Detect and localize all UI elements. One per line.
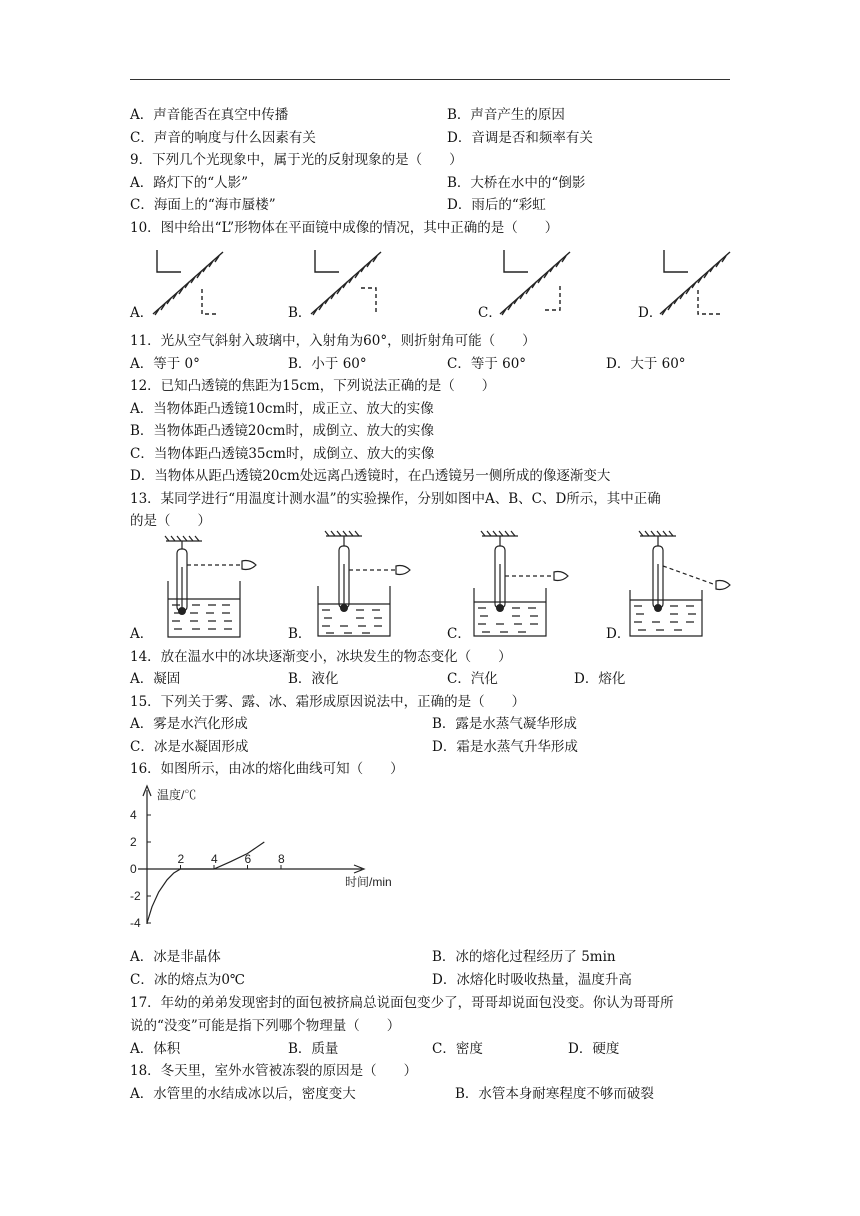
q10-figure-c [492,248,587,323]
q10-label-d: D． [638,305,663,321]
q15-option-b: B．露是水蒸气凝华形成 [432,716,577,732]
q11-option-b: B．小于 60° [288,356,367,372]
q15-option-d: D．霜是水蒸气升华形成 [432,739,578,755]
q15-option-c: C．冰是水凝固形成 [130,739,249,755]
q11-option-a: A．等于 0° [130,356,200,372]
q18-stem: 18．冬天里，室外水管被冻裂的原因是（ ） [130,1063,418,1079]
q13-stem-line2: 的是（ ） [130,513,211,529]
q12-option-a: A．当物体距凸透镜10cm时，成正立、放大的实像 [130,401,434,417]
q17-stem-line2: 说的“没变”可能是指下列哪个物理量（ ） [130,1018,401,1034]
q17-option-c: C．密度 [432,1041,483,1057]
x-tick-label: 4 [211,852,218,866]
q12-option-c: C．当物体距凸透镜35cm时，成倒立、放大的实像 [130,446,435,462]
q16-option-c: C．冰的熔点为0℃ [130,972,246,988]
q10-label-b: B． [288,305,312,321]
x-axis-label: 时间/min [345,875,392,889]
q9-option-d: D．雨后的“彩虹 [447,197,546,213]
q13-label-a: A． [130,626,154,642]
melting-curve-line [147,842,264,923]
q13-figure-b [312,530,422,640]
q16-option-b: B．冰的熔化过程经历了 5min [432,949,616,965]
q9-option-c: C．海面上的“海市蜃楼” [130,197,276,213]
q16-stem: 16．如图所示，由冰的熔化曲线可知（ ） [130,761,404,777]
q12-stem: 12．已知凸透镜的焦距为15cm，下列说法正确的是（ ） [130,378,496,394]
q18-option-b: B．水管本身耐寒程度不够而破裂 [455,1086,654,1102]
q9-option-a: A．路灯下的“人影” [130,175,249,191]
y-tick-label: 0 [130,862,137,876]
q13-figure-a [160,535,270,640]
q13-stem-line1: 13．某同学进行“用温度计测水温”的实验操作，分别如图中A、B、C、D所示，其中正确 [130,491,661,507]
q13-figure-d [628,530,743,640]
q13-label-d: D． [606,626,631,642]
q14-stem: 14．放在温水中的冰块逐渐变小，冰块发生的物态变化（ ） [130,649,512,665]
q12-option-d: D．当物体从距凸透镜20cm处远离凸透镜时，在凸透镜另一侧所成的像逐渐变大 [130,468,611,484]
q17-option-b: B．质量 [288,1041,339,1057]
q17-option-d: D．硬度 [568,1041,620,1057]
q10-label-a: A． [130,305,154,321]
q11-option-d: D．大于 60° [606,356,686,372]
q10-figure-a [145,248,240,323]
q10-stem: 10．图中给出“L”形物体在平面镜中成像的情况，其中正确的是（ ） [130,220,559,236]
q13-label-c: C． [447,626,471,642]
q17-stem-line1: 17．年幼的弟弟发现密封的面包被挤扁总说面包变少了，哥哥却说面包没变。你认为哥哥所 [130,995,674,1011]
q12-option-b: B．当物体距凸透镜20cm时，成倒立、放大的实像 [130,423,434,439]
q17-option-a: A．体积 [130,1041,181,1057]
q9-option-b: B．大桥在水中的“倒影 [447,175,586,191]
y-tick-label: 2 [130,835,137,849]
q8-option-a: A．声音能否在真空中传播 [130,107,289,123]
q14-option-b: B．液化 [288,671,339,687]
q10-label-c: C． [478,305,502,321]
y-tick-label: -4 [130,916,141,930]
q10-figure-d [652,248,747,323]
q9-stem: 9．下列几个光现象中，属于光的反射现象的是（ ） [130,152,463,168]
q10-figure-b [303,248,398,323]
q16-option-d: D．冰熔化时吸收热量，温度升高 [432,972,632,988]
q16-melting-chart [130,782,410,932]
q8-option-c: C．声音的响度与什么因素有关 [130,130,316,146]
y-tick-label: 4 [130,808,137,822]
y-axis-label: 温度/℃ [157,788,197,802]
q14-option-a: A．凝固 [130,671,181,687]
q15-stem: 15．下列关于雾、露、冰、霜形成原因说法中，正确的是（ ） [130,694,526,710]
q14-option-d: D．熔化 [574,671,626,687]
header-rule [130,79,730,80]
y-tick-label: -2 [130,889,141,903]
q11-option-c: C．等于 60° [447,356,527,372]
q8-option-b: B．声音产生的原因 [447,107,565,123]
x-tick-label: 2 [177,852,185,866]
q13-label-b: B． [288,626,312,642]
q13-figure-c [470,530,580,640]
q16-option-a: A．冰是非晶体 [130,949,221,965]
x-tick-label: 8 [278,852,285,866]
x-tick-label: 6 [244,852,252,866]
q15-option-a: A．雾是水汽化形成 [130,716,248,732]
q18-option-a: A．水管里的水结成冰以后，密度变大 [130,1086,356,1102]
q8-option-d: D．音调是否和频率有关 [447,130,593,146]
q14-option-c: C．汽化 [447,671,498,687]
q11-stem: 11．光从空气斜射入玻璃中，入射角为60°，则折射角可能（ ） [130,333,536,349]
